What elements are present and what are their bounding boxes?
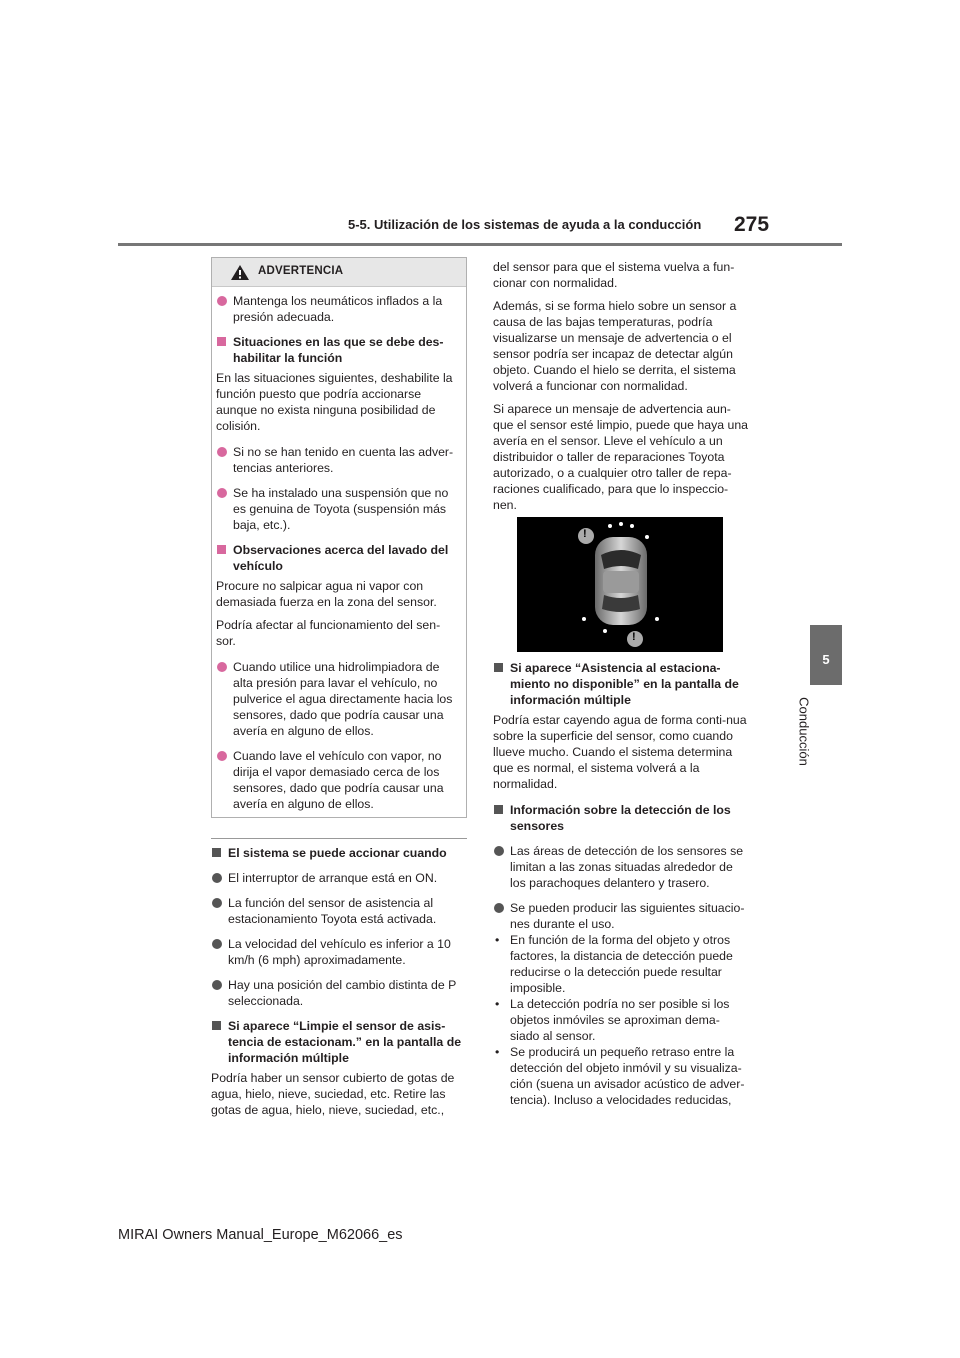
section-title: 5-5. Utilización de los sistemas de ayuda a la conducción [348, 217, 702, 232]
warning-heading: Situaciones en las que se debe des-habilitar la función [216, 334, 460, 366]
header-rule [118, 243, 842, 246]
list-item: Se pueden producir las siguientes situacio-nes durante el uso. [493, 900, 749, 932]
warning-header [212, 258, 466, 287]
list-item: La velocidad del vehículo es inferior a 10 km/h (6 mph) aproximadamente. [211, 936, 467, 968]
warning-title: ADVERTENCIA [258, 265, 344, 277]
footer-text: MIRAI Owners Manual_Europe_M62066_es [118, 1227, 403, 1243]
dash-item: • En función de la forma del objeto y otros factores, la distancia de detección puede reducirse o la detección puede resultar imposible. [493, 932, 749, 996]
chapter-label [794, 690, 814, 780]
section-heading: Si aparece “Limpie el sensor de asis-tencia de estacionam.” en la pantalla de información múltiple [211, 1018, 467, 1066]
section-heading: El sistema se puede accionar cuando [211, 845, 467, 861]
chapter-label-text: Conducción [796, 697, 812, 766]
parking-sensor-display-image [517, 517, 723, 652]
warning-triangle-icon [230, 264, 250, 281]
warning-paragraph: Podría afectar al funcionamiento del sen-sor. [216, 618, 441, 648]
chapter-tab: 5 [810, 625, 842, 685]
paragraph: Si aparece un mensaje de advertencia aun-que el sensor esté limpio, puede que haya una avería en el sensor. Lleve el vehículo a un distribuidor o taller de reparaciones Toyota autorizado, o a cualquier otro taller de repa-raciones cualificado, para que lo inspeccio-nen. [493, 402, 748, 512]
page-number: 275 [734, 213, 770, 236]
warning-heading: Observaciones acerca del lavado del vehículo [216, 542, 460, 574]
dash-item: • La detección podría no ser posible si los objetos inmóviles se aproximan dema-siado al sensor. [493, 996, 749, 1044]
left-column [211, 845, 467, 1125]
list-item: Hay una posición del cambio distinta de P seleccionada. [211, 977, 467, 1009]
warning-bullet: Se ha instalado una suspensión que no es genuina de Toyota (suspensión más baja, etc.). [216, 485, 460, 533]
paragraph: Podría haber un sensor cubierto de gotas de agua, hielo, nieve, suciedad, etc. Retire las gotas de agua, hielo, nieve, suciedad, etc., [211, 1071, 455, 1117]
alert-mark: ! [632, 631, 636, 643]
list-item: El interruptor de arranque está en ON. [211, 870, 467, 886]
warning-box [211, 257, 467, 818]
warning-paragraph: En las situaciones siguientes, deshabilite la función puesto que podría accionarse aunque no exista ninguna posibilidad de colisión. [216, 371, 453, 433]
right-column-bottom [493, 660, 749, 1108]
warning-bullet: Cuando lave el vehículo con vapor, no dirija el vapor demasiado cerca de los sensores, dado que podría causar una avería en alguno de ellos. [216, 748, 460, 812]
warning-bullet: Si no se han tenido en cuenta las adver-tencias anteriores. [216, 444, 460, 476]
paragraph: Además, si se forma hielo sobre un sensor a causa de las bajas temperaturas, podría visualizarse un mensaje de advertencia o el sensor podría ser incapaz de detectar algún objeto. Cuando el hielo se derrita, el sistema volverá a funcionar con normalidad. [493, 299, 737, 393]
warning-paragraph: Procure no salpicar agua ni vapor con demasiada fuerza en la zona del sensor. [216, 579, 437, 609]
warning-bullet: Cuando utilice una hidrolimpiadora de alta presión para lavar el vehículo, no pulverice el agua directamente hacia los sensores, dado que podría causar una avería en alguno de ellos. [216, 659, 460, 739]
section-divider [211, 838, 467, 839]
dash-item: • Se producirá un pequeño retraso entre la detección del objeto inmóvil y su visualiza-ción (suena un avisador acústico de adver-tencia). Incluso a velocidades reducidas, [493, 1044, 749, 1108]
list-item: La función del sensor de asistencia al estacionamiento Toyota está activada. [211, 895, 467, 927]
section-heading: Si aparece “Asistencia al estaciona-miento no disponible” en la pantalla de información múltiple [493, 660, 749, 708]
right-column-top [493, 259, 749, 520]
list-item: Las áreas de detección de los sensores se limitan a las zonas situadas alrededor de los parachoques delantero y trasero. [493, 843, 749, 891]
car-top-view-illustration [517, 517, 723, 652]
section-heading: Información sobre la detección de los sensores [493, 802, 749, 834]
paragraph: Podría estar cayendo agua de forma conti-nua sobre la superficie del sensor, como cuando llueve mucho. Cuando el sistema determina que es normal, el sistema volverá a la normalidad. [493, 713, 747, 791]
paragraph: del sensor para que el sistema vuelva a fun-cionar con normalidad. [493, 260, 735, 290]
alert-mark: ! [583, 528, 587, 540]
warning-bullet: Mantenga los neumáticos inflados a la presión adecuada. [216, 293, 460, 325]
